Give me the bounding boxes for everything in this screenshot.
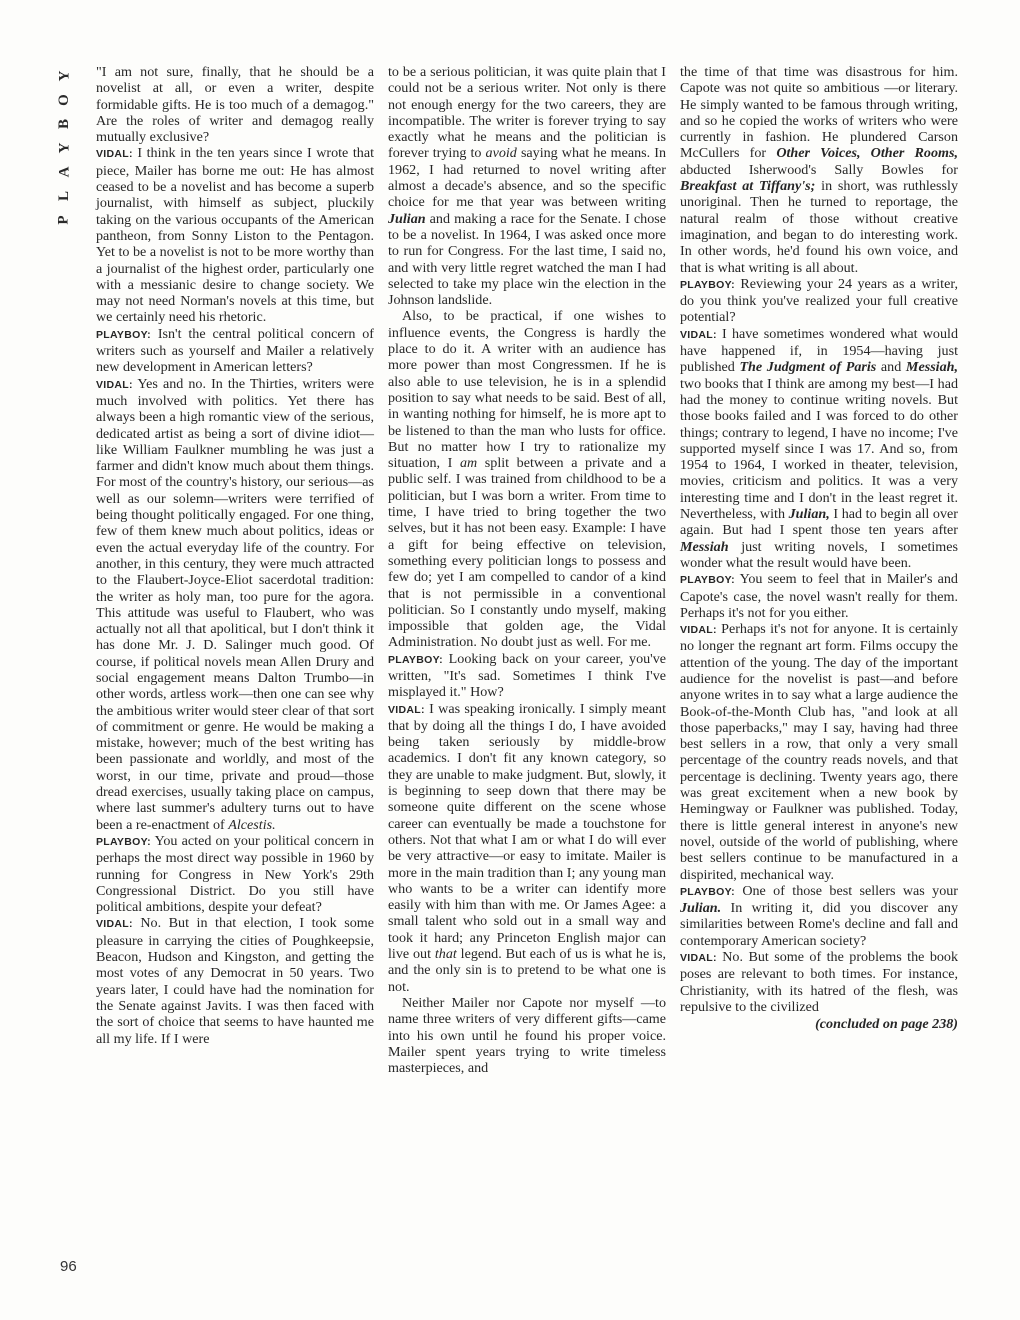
- continued-notice: (concluded on page 238): [815, 1016, 958, 1033]
- emphasis: avoid: [485, 145, 517, 162]
- book-title: Julian.: [680, 900, 722, 917]
- question-paragraph: PLAYBOY: Reviewing your 24 years as a writer, do you think you've realized your full creative potential?: [680, 275, 958, 326]
- masthead-playboy: [52, 64, 76, 232]
- question-paragraph: PLAYBOY: You seem to feel that in Mailer's and Capote's case, the novel wasn't really for them. Perhaps it's not for you either.: [680, 571, 958, 621]
- speaker-label: PLAYBOY:: [680, 885, 735, 898]
- masthead-letter: O: [55, 94, 72, 106]
- paragraph: to be a serious politician, it was quite plain that I could not be a serious writer. Not only is there not enough energy for the two careers, they are incompatible. The writer is forever trying to say exactly what he means and the politician is forever trying to avoid saying what he means. In 1962, I had returned to novel writing after almost a decade's absence, and so the specific choice for me that year was between writing Julian and making a race for the Senate. I chose to be a novelist. In 1964, I was asked once more to run for Congress. For the last time, I said no, and with very little regret watched the man I had selected to take my place win the election in the Johnson landslide.: [388, 64, 666, 309]
- emphasis: am: [459, 455, 478, 472]
- masthead-letter: L: [55, 190, 72, 202]
- paragraph: Also, to be practical, if one wishes to influence events, the Congress is hardly the place to do it. A writer with an audience has more power than most Congressmen. If he is also able to use television, he is in a splendid position to say what needs to be said. Best of all, in wanting nothing for himself, he is more apt to be listened to than the man who lusts for office. But no matter how I try to rationalize my situation, I am split between a private and a public self. I was trained from childhood to be a politician, but I was born a writer. From time to time, I have tried to bring together the two selves, but it has not been easy. Example: I have a gift for being effective on television, something every politician longs to possess and few do; yet I am compelled to candor of a kind that is not permissible in a conventional politician. So I constantly undo myself, making impossible that golden age, the Vidal Administration. No doubt just as well. For me.: [388, 308, 666, 651]
- speaker-label: VIDAL:: [96, 378, 133, 391]
- speaker-label: VIDAL:: [388, 703, 425, 716]
- masthead-letter: B: [55, 118, 72, 130]
- speaker-label: VIDAL:: [680, 328, 717, 341]
- book-title: Alcestis.: [228, 816, 276, 833]
- book-title: Breakfast at Tiffany's;: [680, 178, 816, 195]
- speaker-label: VIDAL:: [96, 918, 133, 931]
- masthead-letter: P: [55, 215, 72, 225]
- answer-paragraph: VIDAL: No. But in that election, I took some pleasure in carrying the cities of Poughkeepsie, Beacon, Hudson and Kingston, and getting the most votes of any Democrat in 50 years. Two years later, I could have had the nomination for the Senate against Javits. I was then faced with the sort of choice that seems to have haunted me all my life. If I were: [96, 915, 374, 1047]
- answer-paragraph: VIDAL: I was speaking ironically. I simply meant that by doing all the things I do, I have avoided being taken seriously by middle-brow academics. I don't fit any known category, so they are unable to make judgment. But, slowly, it is beginning to seep down that there may be someone quite different on the scene whose career can eventually be made a touchstone for others. Not that what I am or what I do will ever be very attractive—or easy to imitate. Mailer is more in the main tradition than I; any young man who wants to be a writer can identify more easily with him than with me. Or James Agee: a small talent who sold out in a small way and took it hard; any Princeton English major can live out that legend. But each of us is what he is, and the only sin is to pretend to be what one is not.: [388, 700, 667, 995]
- text-column-2: [388, 64, 666, 1076]
- paragraph: the time of that time was disastrous for him. Capote was not quite so ambitious —or literary. He simply wanted to be famous through writing, and so he copied the works of writers who were currently in fashion. He plundered Carson McCullers for Other Voices, Other Rooms, abducted Isherwood's Sally Bowles for Breakfast at Tiffany's; in short, was ruthlessly unoriginal. Then he turned to reportage, the natural realm of those without creative imagination, and began to do interesting work. In other words, he'd found his own voice, and that is what writing is all about.: [680, 64, 958, 276]
- book-title: Other Voices, Other Rooms,: [776, 145, 958, 162]
- book-title: Messiah,: [905, 359, 959, 376]
- paragraph: "I am not sure, finally, that he should be a novelist at all, or even a writer, despite formidable gifts. He is too much of a demagog." Are the roles of writer and demagog really mutually exclusive?: [96, 64, 374, 146]
- answer-paragraph: VIDAL: Yes and no. In the Thirties, writers were much involved with politics. Yet there has always been a high romantic view of the serious, dedicated artist as being a sort of divine idiot—like William Faulkner mumbling he was just a farmer and didn't know much about them things. For most of the country's history, our serious—as well as our solemn—writers were terrified of being thought politically engaged. For one thing, few of them knew much about politics, ideas or even the actual everyday life of the country. For another, in this century, they were much attracted to the Flaubert-Joyce-Eliot sacerdotal tradition: the writer as holy man, too pure for the agora. This attitude was useful to Flaubert, who was actually not all that apolitical, but I don't think it has done Mr. J. D. Salinger much good. Of course, if political novels mean Allen Drury and social engagement means Dalton Trumbo—in other words, artless work—then one can see why the ambitious writer would steer clear of that sort of commitment or genre. He would be making a mistake, however; much of the best writing has been passionate and worldly, and most of the worst, in our time, private and proud—those dread exercises, usually taking place on campus, where last summer's adultery turns out to have been a re-enactment of Alcestis.: [96, 375, 374, 833]
- speaker-label: PLAYBOY:: [388, 653, 443, 666]
- answer-paragraph: VIDAL: No. But some of the problems the book poses are relevant to both times. For instance, Christianity, with its hatred of the flesh, was repulsive to the civilized: [680, 949, 959, 1015]
- speaker-label: PLAYBOY:: [680, 574, 735, 587]
- speaker-label: VIDAL:: [680, 952, 717, 965]
- paragraph: Neither Mailer nor Capote nor myself —to name three writers of very different gifts—came into his own until he found his proper voice. Mailer spent years trying to write timeless masterpieces, and: [388, 994, 666, 1077]
- speaker-label: PLAYBOY:: [680, 278, 735, 291]
- answer-paragraph: VIDAL: I think in the ten years since I wrote that piece, Mailer has borne me out: He has almost ceased to be a novelist and has become a superb journalist, with himself as subject, pluckily taking on the various occupants of the American pantheon, from Sonny Liston to the Pentagon. Yet to be a novelist is not to be more worthy than a journalist of the highest order, particularly one with a messianic desire to change society. We may not need Norman's novels at this time, but we certainly need his rhetoric.: [96, 145, 374, 326]
- speaker-label: VIDAL:: [680, 624, 717, 637]
- question-paragraph: PLAYBOY: One of those best sellers was your Julian. In writing it, did you discover any similarities between Rome's decline and fall and contemporary American society?: [680, 882, 958, 949]
- emphasis: that: [434, 946, 457, 963]
- masthead-letter: Y: [56, 142, 72, 154]
- book-title: The Judgment of Paris: [739, 359, 877, 376]
- page-number: 96: [60, 1258, 77, 1275]
- question-paragraph: PLAYBOY: Looking back on your career, you've written, "It's sad. Sometimes I think I've misplayed it." How?: [388, 650, 666, 701]
- answer-paragraph: VIDAL: Perhaps it's not for anyone. It is certainly no longer the regnant art form. Films occupy the attention of the young. The day of the important audience for the novelist is past—and before anyone writes in to say what a large audience the Book-of-the-Month Club has, "and look at all those paperbacks," may I say, having had three best sellers in a row, that only a very small percentage of the country reads novels, and that percentage is declining. Twenty years ago, there was great excitement when a new book by Hemingway or Faulkner was published. Today, there is little general interest in anyone's new novel, outside of the world of publishing, where best sellers continue to be manufactured in a dispirited, mechanical way.: [680, 621, 958, 883]
- masthead-letter: Y: [56, 70, 72, 82]
- text-column-3: [680, 64, 958, 1033]
- speaker-label: PLAYBOY:: [96, 328, 151, 341]
- masthead-letter: A: [56, 166, 72, 178]
- speaker-label: PLAYBOY:: [96, 835, 151, 848]
- question-paragraph: PLAYBOY: Isn't the central political concern of writers such as yourself and Mailer a relatively new development in American letters?: [96, 325, 374, 376]
- text-column-1: [96, 64, 374, 1047]
- book-title: Julian: [388, 210, 426, 227]
- book-title: Julian,: [788, 506, 830, 523]
- speaker-label: VIDAL:: [96, 148, 133, 161]
- book-title: Messiah: [680, 538, 729, 555]
- answer-paragraph: VIDAL: I have sometimes wondered what would have happened if, in 1954—having just published The Judgment of Paris and Messiah, two books that I think are among my best—I had had the money to continue writing novels. But those books failed and I was forced to do other things; contrary to legend, I have no income; I've supported myself since I was 17. And so, from 1954 to 1964, I worked in theater, television, movies, criticism and politics. It was a very interesting time and I don't in the least regret it. Nevertheless, with Julian, I had to begin all over again. But had I spent those ten years after Messiah just writing novels, I sometimes wonder what the result would have been.: [680, 325, 959, 571]
- question-paragraph: PLAYBOY: You acted on your political concern in perhaps the most direct way possible in 1960 by running for Congress in New York's 29th Congressional District. Do you still have political ambitions, despite your defeat?: [96, 832, 374, 916]
